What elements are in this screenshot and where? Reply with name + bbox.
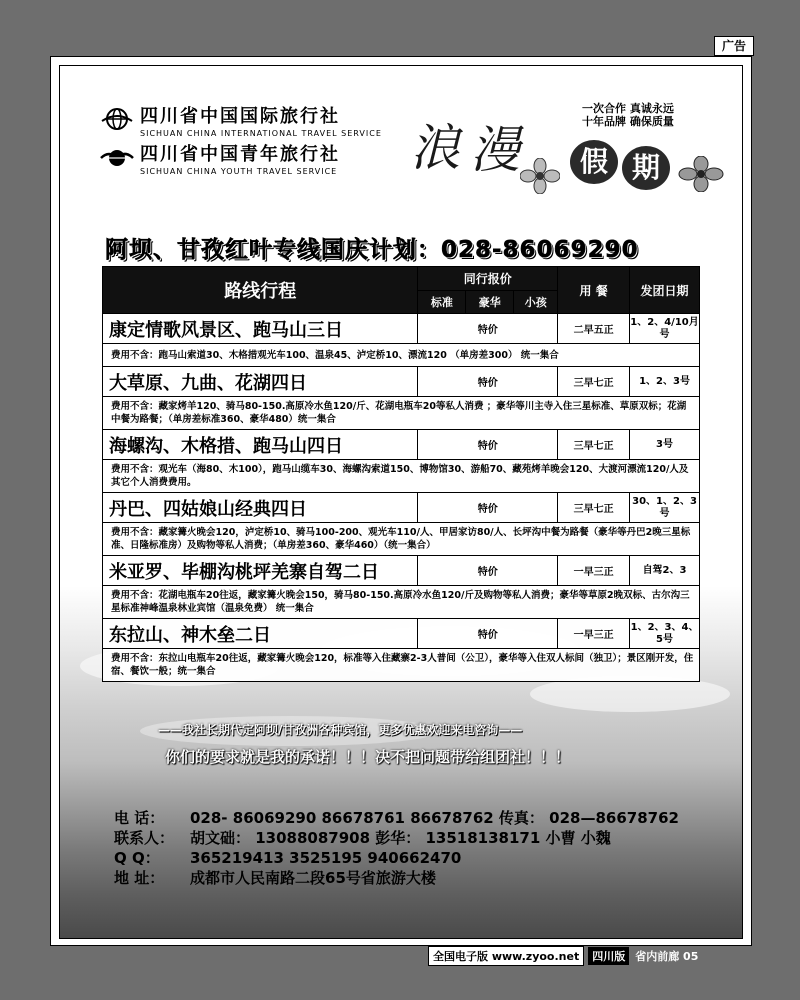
qq-label: Q Q： <box>114 849 160 867</box>
route-date: 自驾2、3 <box>630 556 700 586</box>
contact-block <box>114 808 704 888</box>
col-header-std: 标准 <box>418 290 466 314</box>
agency-name-cn: 四川省中国国际旅行社 <box>140 106 340 127</box>
route-price: 特价 <box>418 556 558 586</box>
col-header-kid: 小孩 <box>514 290 558 314</box>
agency-name-cn: 四川省中国青年旅行社 <box>140 144 340 165</box>
col-header-route: 路线行程 <box>103 267 418 314</box>
agency-name-en: SICHUAN CHINA INTERNATIONAL TRAVEL SERVICE <box>140 129 382 138</box>
tour-row <box>103 619 700 649</box>
col-header-price: 同行报价 <box>418 267 558 291</box>
tour-row <box>103 556 700 586</box>
route-price: 特价 <box>418 493 558 523</box>
phone-label: 电 话： <box>114 809 165 827</box>
brand-char: 浪 <box>410 119 460 177</box>
ad-frame <box>59 65 743 939</box>
route-name: 大草原、九曲、花湖四日 <box>103 367 418 397</box>
route-date: 3号 <box>630 430 700 460</box>
brand-char-circle: 假 <box>570 140 618 184</box>
route-meal: 三早七正 <box>558 493 630 523</box>
contact-person-row <box>114 828 704 848</box>
page-footer <box>428 946 698 966</box>
route-price: 特价 <box>418 314 558 344</box>
person-label: 联系人： <box>114 829 175 847</box>
contact-persons: 胡文础： 13088087908 彭华： 13518138171 小曹 小魏 <box>190 829 611 847</box>
promise-slogan: 你们的要求就是我的承诺！！！决不把问题带给组团社！！！ <box>165 748 571 766</box>
route-name: 康定情歌风景区、跑马山三日 <box>103 314 418 344</box>
address-label: 地 址： <box>114 869 165 887</box>
tour-table <box>102 266 700 682</box>
ad-tag: 广告 <box>714 36 754 56</box>
route-fee-note: 费用不含：花湖电瓶车20往返，藏家篝火晚会150，骑马80-150.高原冷水鱼120/斤及购物等私人消费；豪华等草原2晚双标、古尔沟三星标准神峰温泉林业宾馆（温泉免费） 统一集合 <box>103 586 700 619</box>
headline: 阿坝、甘孜红叶专线国庆计划：028-86069290 <box>105 237 639 263</box>
contact-qq-row <box>114 848 704 868</box>
page-number: 省内前廊 05 <box>635 950 699 963</box>
brand-char: 漫 <box>470 121 520 179</box>
route-name: 丹巴、四姑娘山经典四日 <box>103 493 418 523</box>
route-fee-note: 费用不含：跑马山索道30、木格措观光车100、温泉45、泸定桥10、漂流120 （单房差300） 统一集合 <box>103 344 700 367</box>
address: 成都市人民南路二段65号省旅游大楼 <box>190 869 436 887</box>
cits-logo <box>100 102 382 138</box>
route-name: 海螺沟、木格措、跑马山四日 <box>103 430 418 460</box>
hotel-booking-note: ——我社长期代定阿坝/甘孜洲各种宾馆，更多优惠欢迎来电咨询—— <box>158 723 523 737</box>
agency-name-en: SICHUAN CHINA YOUTH TRAVEL SERVICE <box>140 167 338 176</box>
route-fee-note: 费用不含：东拉山电瓶车20往返，藏家篝火晚会120，标准等入住藏寨2-3人普间（公卫），豪华等入住双人标间（独卫）；景区刚开发，住宿、餐饮一般；统一集合 <box>103 649 700 682</box>
route-fee-note: 费用不含：藏家烤羊120、骑马80-150.高原冷水鱼120/斤、花湖电瓶车20等私人消费 ；豪华等川主寺入住三星标准、草原双标；花湖中餐为路餐；（单房差标准360、豪华480）统一集合 <box>103 397 700 430</box>
ad-sheet <box>50 56 752 946</box>
route-meal: 一早三正 <box>558 619 630 649</box>
route-date: 1、2、3号 <box>630 367 700 397</box>
route-meal: 三早七正 <box>558 367 630 397</box>
route-fee-note: 费用不含：观光车（海80、木100），跑马山缆车30、海螺沟索道150、博物馆30、游船70、藏苑烤羊晚会120、大渡河漂流120/人及其它个人消费费用。 <box>103 460 700 493</box>
globe-icon <box>100 107 134 133</box>
tour-row <box>103 493 700 523</box>
route-name: 东拉山、神木垒二日 <box>103 619 418 649</box>
contact-address-row <box>114 868 704 888</box>
route-date: 1、2、3、4、5号 <box>630 619 700 649</box>
route-meal: 一早三正 <box>558 556 630 586</box>
tour-row <box>103 367 700 397</box>
brand-slogan: 一次合作 真诚永远 十年品牌 确保质量 <box>582 102 674 128</box>
region-label: 四川版 <box>588 947 629 965</box>
wings-globe-icon <box>100 145 134 171</box>
edition-label: 全国电子版 www.zyoo.net <box>428 946 584 966</box>
flower-icon <box>520 158 560 194</box>
route-price: 特价 <box>418 367 558 397</box>
tour-row <box>103 430 700 460</box>
route-date: 1、2、4/10月号 <box>630 314 700 344</box>
col-header-lux: 豪华 <box>466 290 514 314</box>
contact-phone-row <box>114 808 704 828</box>
brand-char-circle: 期 <box>622 146 670 190</box>
route-price: 特价 <box>418 430 558 460</box>
route-meal: 三早七正 <box>558 430 630 460</box>
cyts-logo <box>100 140 340 176</box>
route-meal: 二早五正 <box>558 314 630 344</box>
route-fee-note: 费用不含：藏家篝火晚会120，泸定桥10、骑马100-200、观光车110/人、甲居家访80/人、长坪沟中餐为路餐（豪华等丹巴2晚三星标准、日隆标准房）及购物等私人消费；（单房差360、豪华460）（统一集合） <box>103 523 700 556</box>
romantic-holiday-brand <box>410 98 740 198</box>
route-name: 米亚罗、毕棚沟桃坪羌寨自驾二日 <box>103 556 418 586</box>
qq-numbers: 365219413 3525195 940662470 <box>190 849 462 867</box>
route-price: 特价 <box>418 619 558 649</box>
flower-icon <box>678 156 724 192</box>
tour-row <box>103 314 700 344</box>
col-header-date: 发团日期 <box>630 267 700 314</box>
route-date: 30、1、2、3号 <box>630 493 700 523</box>
phone-numbers: 028- 86069290 86678761 86678762 传真： 028—86678762 <box>190 809 679 827</box>
col-header-meal: 用 餐 <box>558 267 630 314</box>
